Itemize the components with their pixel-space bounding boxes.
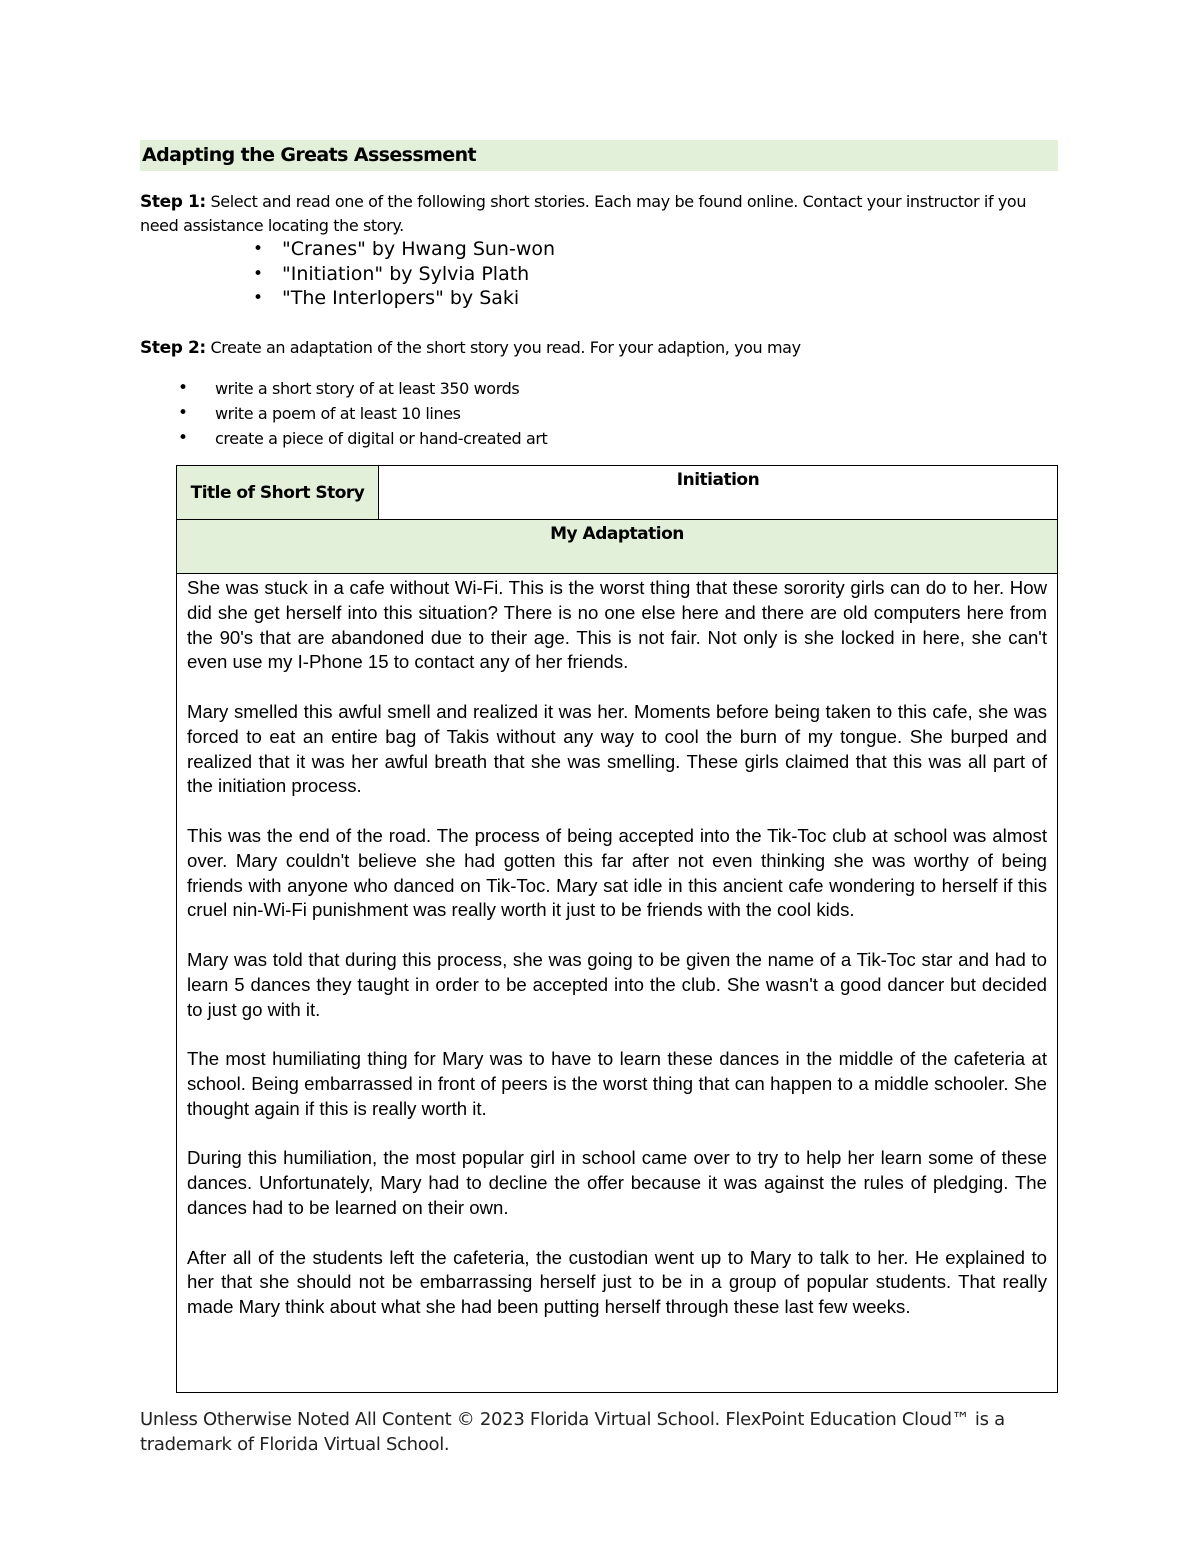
step1-label: Step 1: [140, 192, 206, 212]
story-list-item: • "The Interlopers" by Saki [250, 286, 555, 311]
story-paragraph: Mary was told that during this process, she was going to be given the name of a Tik-Toc star and had to learn 5 dances they taught in order to be accepted into the club. She wasn't a good dancer but decided to just go with it. [187, 948, 1047, 1020]
adaptation-header-cell: My Adaptation [177, 520, 1057, 574]
adaptation-story-text [187, 576, 1047, 1320]
step1-text: Select and read one of the following short stories. Each may be found online. Contact your instructor if you need assistance locating the story. [140, 192, 1027, 235]
story-list-item: • "Cranes" by Hwang Sun-won [250, 237, 555, 262]
story-paragraph: The most humiliating thing for Mary was to have to learn these dances in the middle of the cafeteria at school. Being embarrassed in front of peers is the worst thing that can happen to a middle schooler. She thought again if this is really worth it. [187, 1048, 1047, 1119]
story-paragraph: She was stuck in a cafe without Wi-Fi. This is the worst thing that these sorority girls can do to her. How did she get herself into this situation? There is no one else here and there are old computers here from the 90's that are abandoned due to their age. This is not fair. Not only is she locked in here, she can't even use my I-Phone 15 to contact any of her friends. [187, 577, 1047, 673]
story-paragraph: During this humiliation, the most popular girl in school came over to try to help her learn some of these dances. Unfortunately, Mary had to decline the offer because it was against the rules of pledging. The dances had to be learned on their own. [187, 1147, 1047, 1218]
adaptation-table [176, 465, 1058, 1393]
title-row [177, 466, 1057, 520]
story-paragraph: This was the end of the road. The process of being accepted into the Tik-Toc club at school was almost over. Mary couldn't believe she had gotten this far after not even thinking she was worthy of being friends with anyone who danced on Tik-Toc. Mary sat idle in this ancient cafe wondering to herself if this cruel nin-Wi-Fi punishment was really worth it just to be friends with the cool kids. [187, 824, 1047, 921]
step2-instructions [140, 336, 1058, 360]
story-list [250, 237, 555, 311]
adaptation-options-list [178, 376, 547, 451]
step2-label: Step 2: [140, 338, 206, 358]
title-value-cell: Initiation [676, 470, 760, 490]
story-paragraph: After all of the students left the cafeteria, the custodian went up to Mary to talk to her. He explained to her that she should not be embarrassing herself just to be in a group of popular students. That really made Mary think about what she had been putting herself through these last few weeks. [187, 1246, 1047, 1318]
story-list-item: • "Initiation" by Sylvia Plath [250, 262, 555, 287]
copyright-footer: Unless Otherwise Noted All Content © 2023 Florida Virtual School. FlexPoint Education Cloud™ is a trademark of Florida Virtual School. [140, 1409, 1005, 1455]
story-paragraph: Mary smelled this awful smell and realized it was her. Moments before being taken to this cafe, she was forced to eat an entire bag of Takis without any way to cool the burn of my tongue. She burped and realized that it was her awful breath that she was smelling. These girls claimed that this was all part of the initiation process. [187, 700, 1047, 797]
adaptation-option: • write a short story of at least 350 words [178, 376, 547, 401]
adaptation-option: • create a piece of digital or hand-created art [178, 426, 547, 451]
title-label-cell: Title of Short Story [177, 466, 379, 519]
adaptation-option: • write a poem of at least 10 lines [178, 401, 547, 426]
step1-instructions [140, 190, 1058, 238]
document-title: Adapting the Greats Assessment [140, 140, 1058, 171]
step2-text: Create an adaptation of the short story you read. For your adaption, you may [205, 338, 801, 357]
